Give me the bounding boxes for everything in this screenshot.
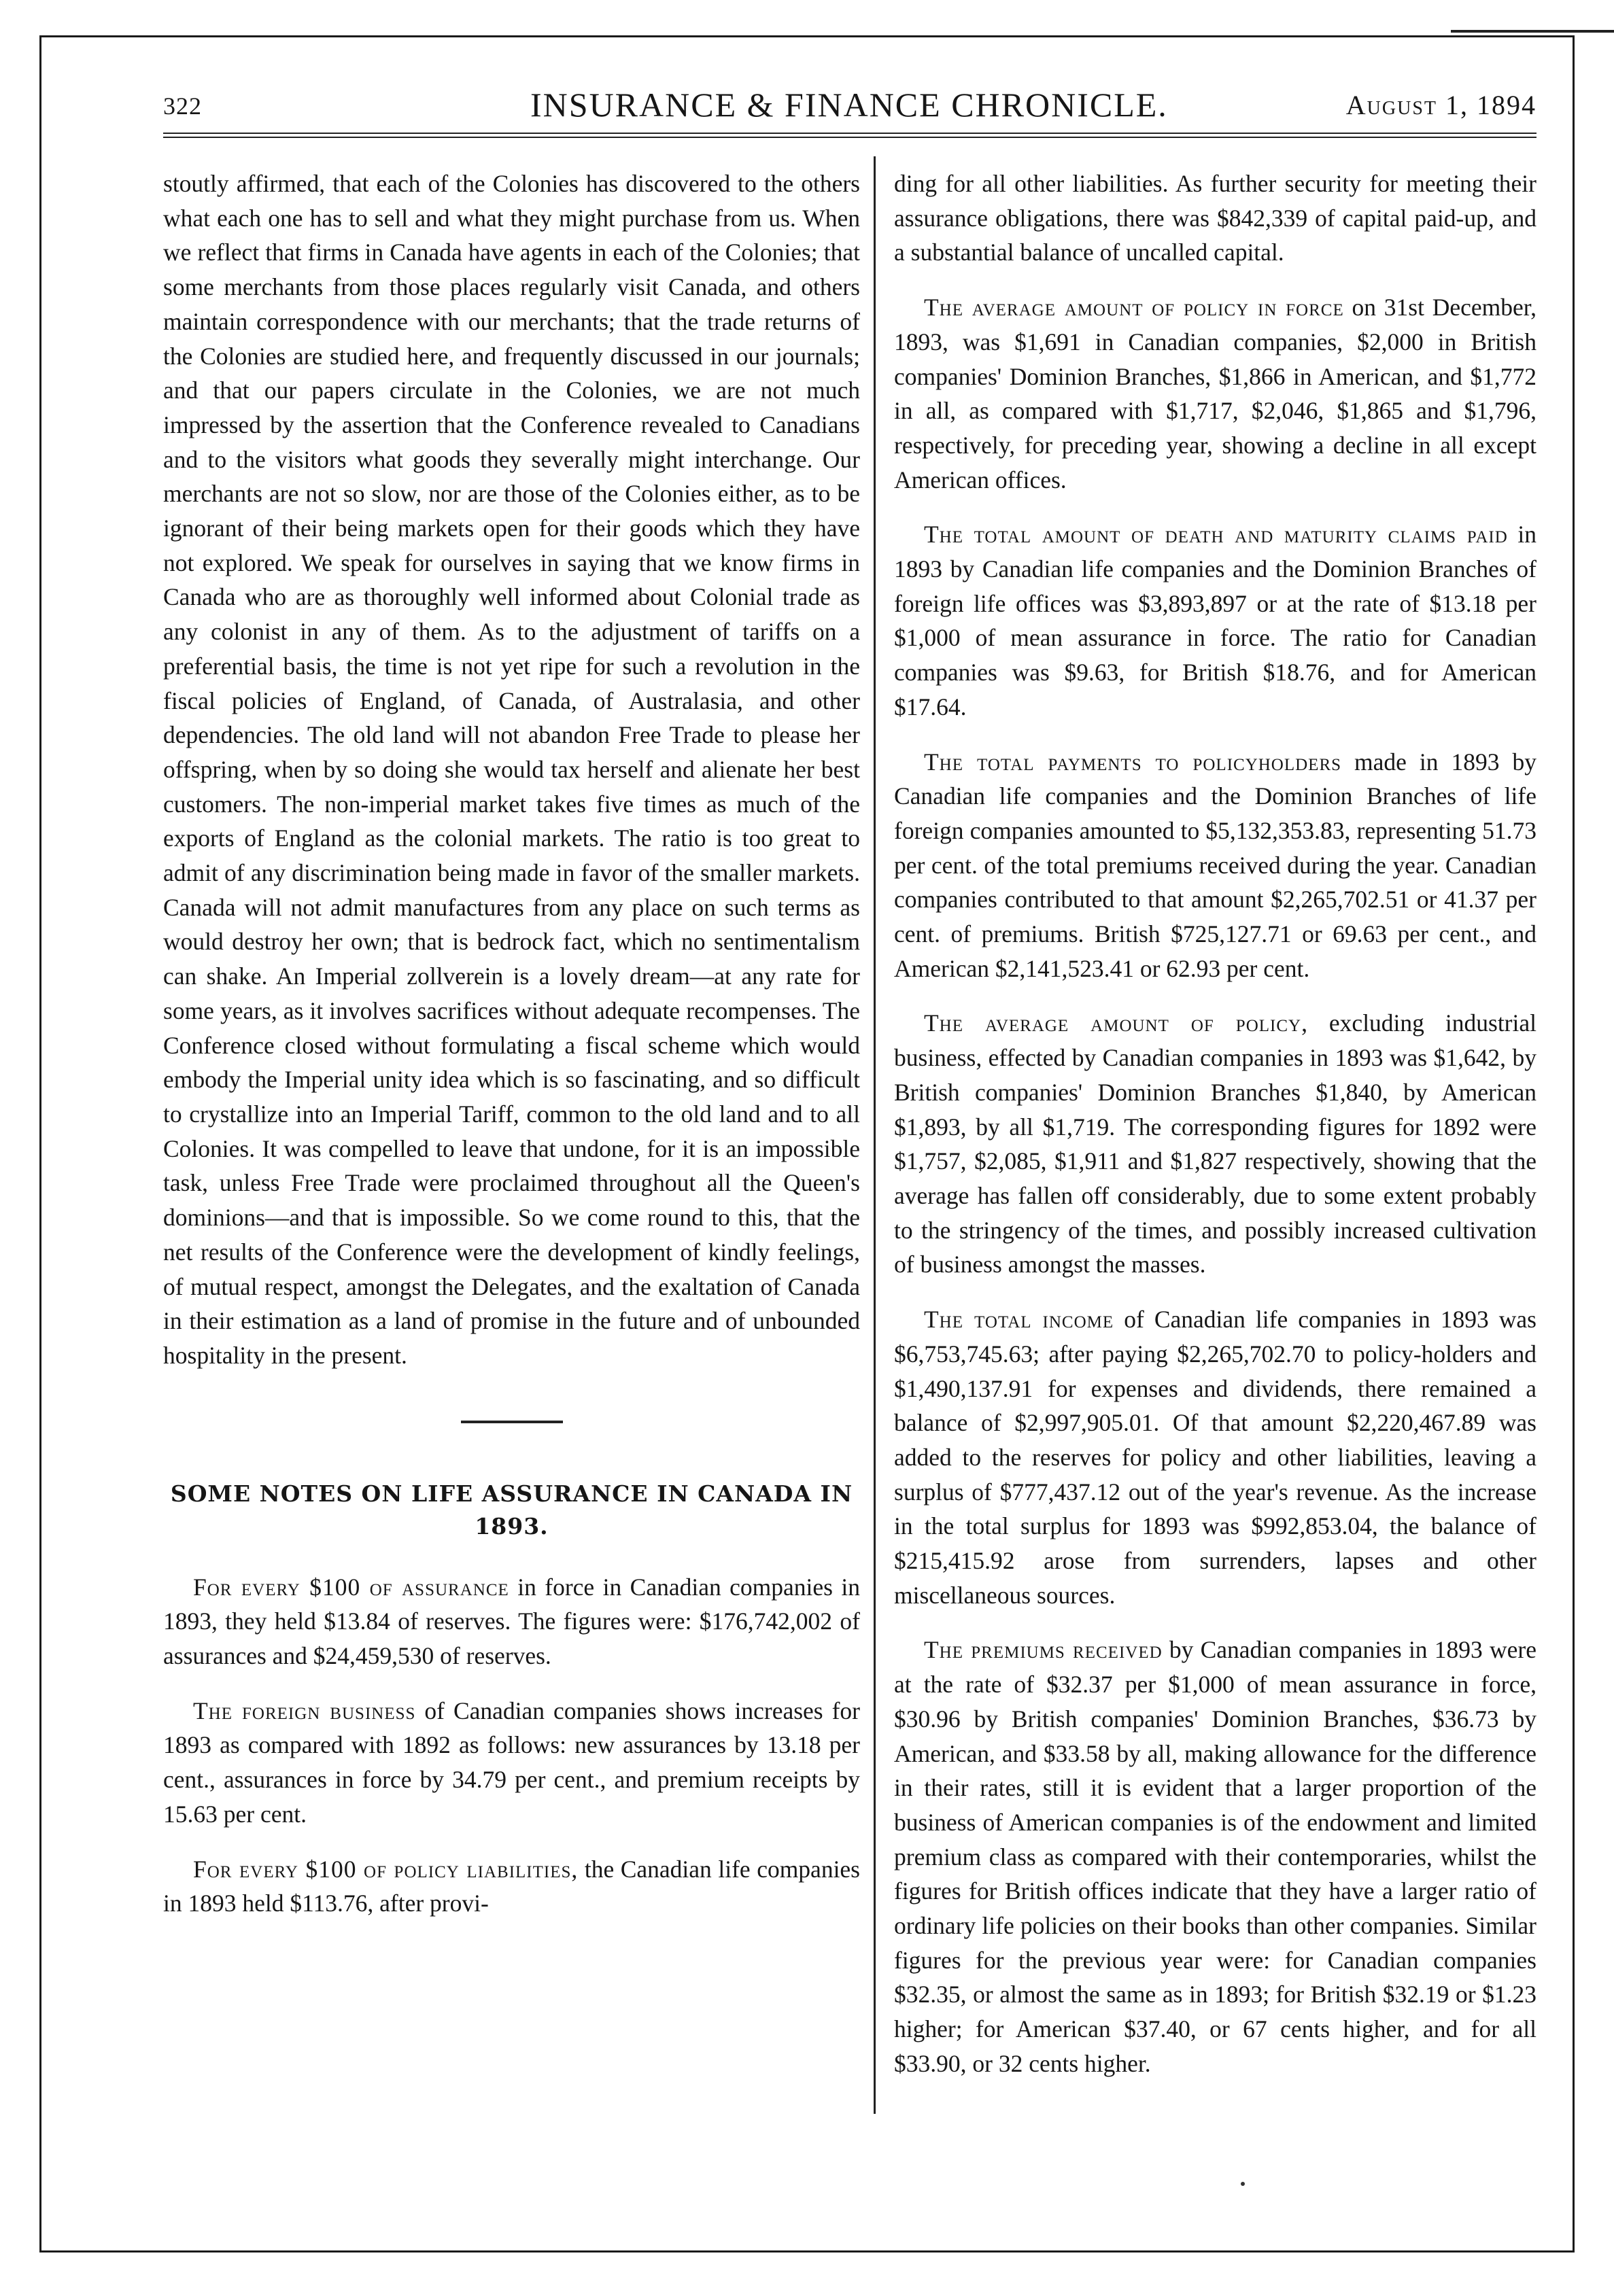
paragraph-foreign-business: The foreign business of Canadian companies shows increases for 1893 as compared with 1892 as follows: new assurances by 13.18 per cent., assurances in force by 34.79 per cent., and premium receipts by 15.63 per cent. bbox=[163, 1697, 860, 1828]
paragraph-lead: The premiums received bbox=[924, 1636, 1163, 1664]
conference-article-text: stoutly affirmed, that each of the Colonies has discovered to the others what each one has to sell and what they might purchase from us. When we reflect that firms in Canada have agents in each of the Colonies; that some merchants from those places regularly visit Canada, and others maintain correspondence with our merchants; that the trade returns of the Colonies are studied here, and frequently discussed in our journals; and that our papers circulate in the Colonies, we are not much impressed by the assertion that the Conference revealed to Canadians and to the visitors what goods they severally might interchange. Our merchants are not so slow, nor are those of the Colonies either, as to be ignorant of their being markets open for their goods which they have not explored. We speak for ourselves in saying that we know firms in Canada who are as thoroughly well informed about Colonial trade as any colonist in any of them. As to the adjustment of tariffs on a preferential basis, the time is not yet ripe for such a revolution in the fiscal policies of England, of Canada, of Australasia, and other dependencies. The old land will not abandon Free Trade to please her offspring, when by so doing she would tax herself and alienate her best customers. The non-imperial market takes five times as much of the exports of England as the colonial markets. The ratio is too great to admit of any discrimination being made in favor of the smaller markets. Canada will not admit manufactures from any place on such terms as would destroy her own; that is bedrock fact, which no sentimentalism can shake. An Imperial zollverein is a lovely dream—at any rate for some years, as it involves sacrifices without adequate recompenses. The Conference closed without formulating a fiscal scheme which would embody the Imperial unity idea which is so fascinating, and so difficult to crystallize into an Imperial Tariff, common to the old land and to all Colonies. It was compelled to leave that undone, for it is an impossible task, unless Free Trade were proclaimed throughout all the Queen's dominions—and that is impossible. So we come round to this, that the net results of the Conference were the development of kindly feelings, of mutual respect, amongst the Delegates, and the exaltation of Canada in their estimation as a land of promise in the future and of unbounded hospitality in the present. bbox=[163, 170, 860, 1369]
paragraph-lead: The total income bbox=[924, 1306, 1114, 1334]
paragraph-lead: The foreign business bbox=[193, 1697, 416, 1724]
section-divider bbox=[461, 1421, 563, 1423]
paragraph-reserves: For every $100 of assurance in force in Canadian companies in 1893, they held $13.84 of reserves. The figures were: $176,742,002 of assurances and $24,459,530 of reserves. bbox=[163, 1573, 860, 1670]
paragraph-average-policy-in-force: The average amount of policy in force on 31st December, 1893, was $1,691 in Canadian companies, $2,000 in British companies' Dominion Branches, $1,866 in American, and $1,772 in all, as compared with $1,717, $2,046, $1,865 and $1,796, respectively, for preceding year, showing a decline in all except American offices. bbox=[894, 294, 1536, 493]
page-header bbox=[163, 85, 1536, 133]
issue-date: August 1, 1894 bbox=[1345, 90, 1536, 120]
ink-dot bbox=[1241, 2182, 1245, 2186]
corner-rule bbox=[1451, 30, 1614, 33]
paragraph-lead: The average amount of policy, bbox=[924, 1009, 1308, 1037]
paragraph-average-policy: The average amount of policy, excluding industrial business, effected by Canadian companies in 1893 was $1,642, by British companies' Dominion Branches $1,840, by American $1,893, by all $1,719. The corresponding figures for 1892 were $1,757, $2,085, $1,911 and $1,827 respectively, showing that the average has fallen off considerably, due to some extent probably to the stringency of the times, and possibly increased cultivation of business amongst the masses. bbox=[894, 1009, 1536, 1279]
paragraph-lead: The average amount of policy in force bbox=[924, 294, 1344, 321]
paragraph-lead: The total payments to policyholders bbox=[924, 748, 1342, 776]
column-divider bbox=[874, 156, 876, 2114]
journal-title: INSURANCE & FINANCE CHRONICLE. bbox=[530, 86, 1168, 124]
header-rule bbox=[163, 133, 1536, 138]
left-column bbox=[163, 167, 874, 2206]
section-heading: SOME NOTES ON LIFE ASSURANCE IN CANADA IN 1893. bbox=[170, 1480, 853, 1540]
paragraph-lead: The total amount of death and maturity claims paid bbox=[924, 521, 1508, 549]
paragraph-lead: For every $100 of assurance bbox=[193, 1573, 509, 1601]
right-column bbox=[894, 167, 1536, 2206]
paragraph-payments-to-policyholders: The total payments to policyholders made in 1893 by Canadian life companies and the Dominion Branches of life foreign companies amounted to $5,132,353.83, representing 51.73 per cent. of the total premiums received during the year. Canadian companies contributed to that amount $2,265,702.51 or 41.37 per cent. of premiums. British $725,127.71 or 69.63 per cent., and American $2,141,523.41 or 62.93 per cent. bbox=[894, 748, 1536, 982]
paragraph-total-income: The total income of Canadian life companies in 1893 was $6,753,745.63; after paying $2,265,702.70 to policy-holders and $1,490,137.91 for expenses and dividends, there remained a balance of $2,997,905.01. Of that amount $2,220,467.89 was added to the reserves for policy and other liabilities, leaving a surplus of $777,437.12 out of the year's revenue. As the increase in the total surplus for 1893 was $992,853.04, the balance of $215,415.92 arose from surrenders, lapses and other miscellaneous sources. bbox=[894, 1306, 1536, 1609]
paragraph-lead: For every $100 of policy liabilities, bbox=[193, 1855, 579, 1883]
paragraph-premiums-received: The premiums received by Canadian companies in 1893 were at the rate of $32.37 per $1,000 of mean assurance in force, $30.96 by British companies' Dominion Branches, $36.73 by American, and $33.58 by all, making allowance for the difference in their rates, still it is evident that a larger proportion of the business of American companies is of the endowment and limited premium class as compared with their contemporaries, whilst the figures for British offices indicate that they have a larger ratio of ordinary life policies on their books than other companies. Similar figures for the previous year were: for Canadian companies $32.35, or almost the same as in 1893; for British $32.19 or $1.23 higher; for American $37.40, or 67 cents higher, and for all $33.90, or 32 cents higher. bbox=[894, 1636, 1536, 2077]
paragraph-death-claims: The total amount of death and maturity claims paid in 1893 by Canadian life companies and the Dominion Branches of foreign life offices was $3,893,897 or at the rate of $13.18 per $1,000 of mean assurance in force. The ratio for Canadian companies was $9.63, for British $18.76, and for American $17.64. bbox=[894, 521, 1536, 720]
page-number: 322 bbox=[163, 92, 202, 120]
paragraph-policy-liabilities: For every $100 of policy liabilities, the Canadian life companies in 1893 held $113.76, after provi- bbox=[163, 1855, 861, 1917]
paragraph-continuation: ding for all other liabilities. As further security for meeting their assurance obligations, there was $842,339 of capital paid-up, and a substantial balance of uncalled capital. bbox=[894, 170, 1536, 266]
